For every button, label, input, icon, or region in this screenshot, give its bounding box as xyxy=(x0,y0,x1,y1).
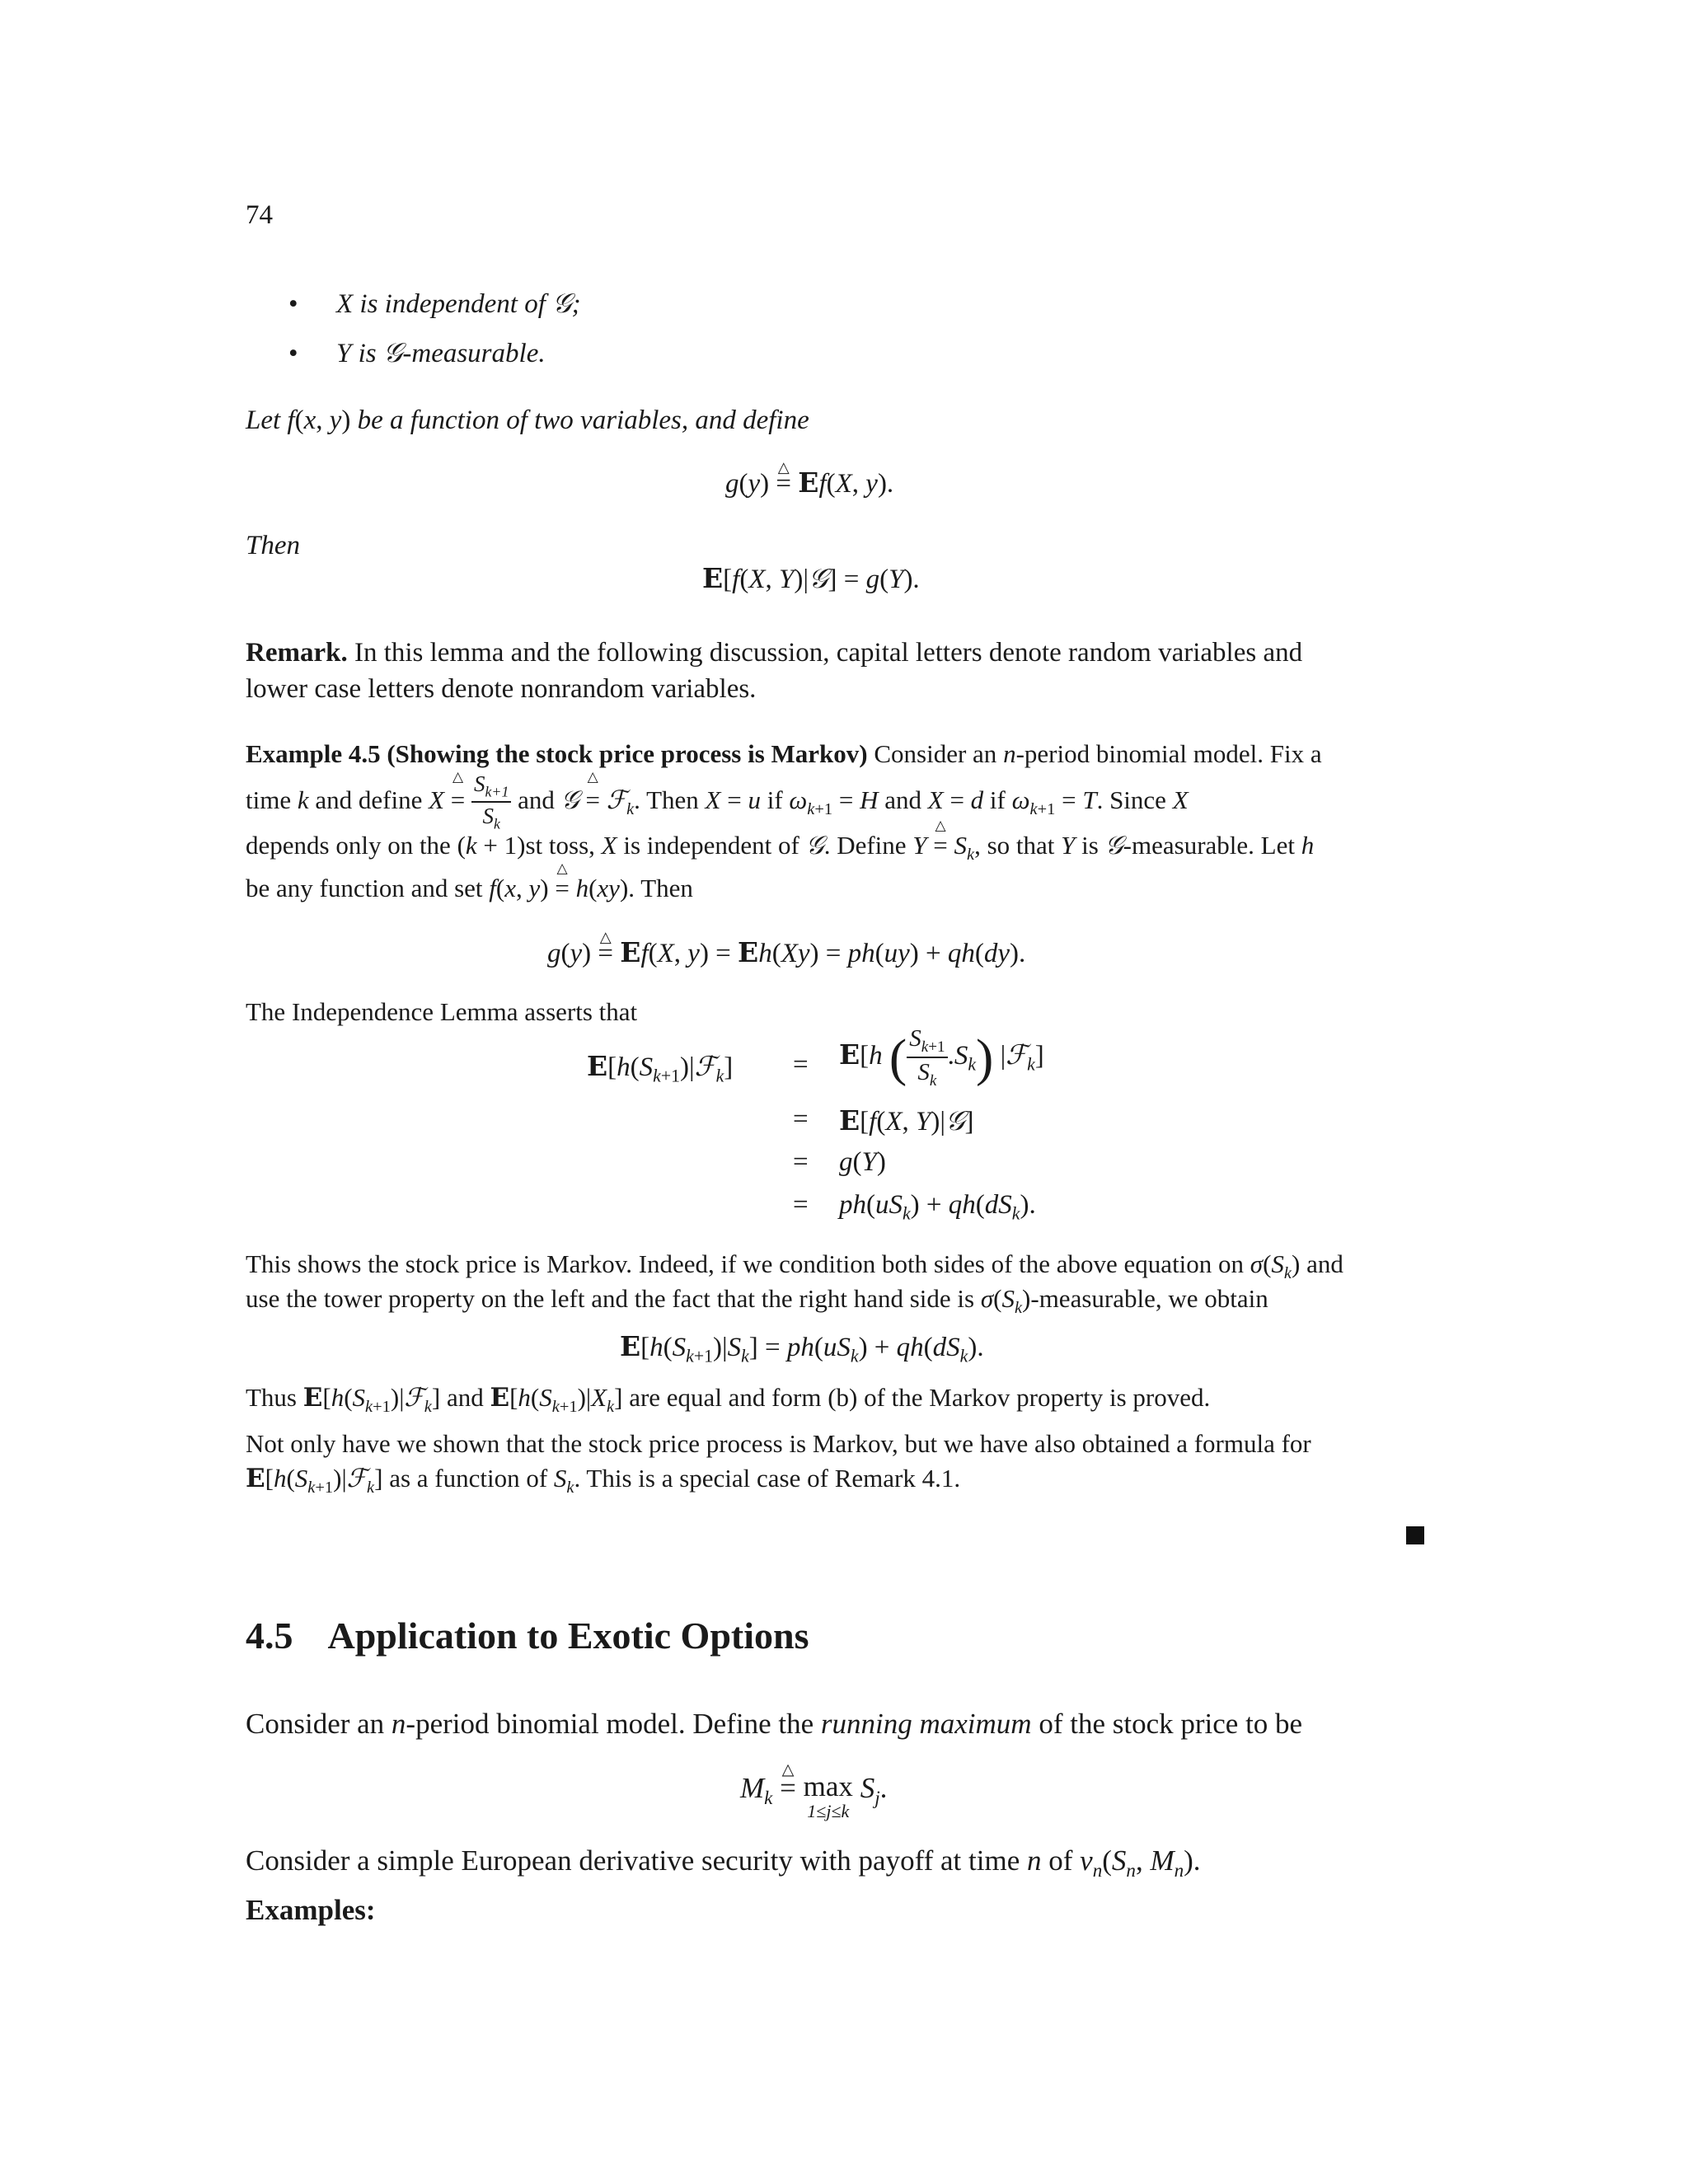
examples-label: Examples: xyxy=(246,1894,376,1926)
example-line-3: depends only on the (k + 1)st toss, X is independent of 𝒢. Define Y △ = $S_k$, so that Y is 𝒢-measurable. Let h xyxy=(246,827,1428,873)
derivation-rhs-1: E[h ( $\frac{S_{k+1}}{S_k}$ $.S_k$) |ℱ$_k$] xyxy=(839,1025,1044,1090)
equation-markov-conditional: $E[h(S_{k+1})|S_k] = ph(uS_k) + qh(dS_k)$. xyxy=(620,1330,984,1366)
exotic-paragraph-2: Consider a simple European derivative security with payoff at time n of $v_n(S_n$, $M_n$). xyxy=(246,1844,1201,1881)
example-label: Example 4.5 (Showing the stock price process is Markov) xyxy=(246,739,868,768)
lemma-statement-define: Let f(x, y) be a function of two variables, and define xyxy=(246,405,809,435)
derivation-eq-1: = xyxy=(793,1050,809,1080)
remark-label: Remark. xyxy=(246,638,348,668)
section-heading xyxy=(246,1614,809,1657)
remark-line-1: Remark. In this lemma and the following discussion, capital letters denote random variables and xyxy=(246,638,1303,668)
example-line-2: time k and define X △ = $\frac{S_{k+1}}{S_k}$ and 𝒢 △ = ℱ$_k$. Then X = u if $\omega_{k+1} = H$ and X = d if $\omega_{k+1} = T$. Since X xyxy=(246,773,1428,832)
example-line-1: Example 4.5 (Showing the stock price process is Markov) Consider an n-period binomial model. Fix a xyxy=(246,739,1322,768)
derivation-rhs-2: E[f(X, Y)|𝒢] xyxy=(839,1104,974,1137)
lemma-condition-independent: • X is independent of 𝒢; xyxy=(288,285,1471,322)
section-number: 4.5 xyxy=(246,1615,293,1657)
lemma-condition-measurable: • Y is 𝒢-measurable. xyxy=(288,335,1471,372)
derivation-eq-3: = xyxy=(793,1147,809,1177)
bullet-icon: • xyxy=(288,339,298,368)
qed-square-icon xyxy=(1406,1526,1424,1544)
equation-g-definition: g(y) △ = Ef(X, y). xyxy=(725,466,893,499)
section-title: Application to Exotic Options xyxy=(327,1615,809,1657)
equation-example-g: g(y) △ = Ef(X, y) = Eh(Xy) = ph(uy) + qh(dy). xyxy=(547,936,1025,969)
page-number: 74 xyxy=(246,200,273,230)
derivation-eq-4: = xyxy=(793,1190,809,1220)
example-line-4: be any function and set f(x, y) △ = h(xy). Then xyxy=(246,870,1428,907)
example-shows-line-1: This shows the stock price is Markov. Indeed, if we condition both sides of the above equation on $\sigma(S_k)$ and xyxy=(246,1249,1343,1283)
derivation-lhs: $E[h(S_{k+1})|ℱ_k]$ xyxy=(587,1050,734,1086)
derivation-rhs-4: $ph(uS_k) + qh(dS_k)$. xyxy=(839,1190,1036,1224)
example-notonly-line-2: $E[h(S_{k+1})|ℱ_k]$ as a function of $S_k$. This is a special case of Remark 4.1. xyxy=(246,1464,961,1497)
bullet-icon: • xyxy=(288,289,298,319)
derivation-rhs-3: g(Y) xyxy=(839,1147,886,1177)
equation-running-maximum: $M_k$ △ = max 1≤j≤k $S_j$. xyxy=(740,1772,887,1821)
derivation-eq-2: = xyxy=(793,1104,809,1134)
remark-line-2: lower case letters denote nonrandom variables. xyxy=(246,674,757,704)
example-notonly-line-1: Not only have we shown that the stock price process is Markov, but we have also obtained a formula for xyxy=(246,1429,1311,1458)
example-shows-line-2: use the tower property on the left and the fact that the right hand side is $\sigma(S_k)$-measurable, we obtain xyxy=(246,1284,1268,1318)
lemma-then: Then xyxy=(246,531,300,560)
equation-lemma-conclusion: E[f(X, Y)|𝒢] = g(Y). xyxy=(702,562,920,594)
exotic-paragraph-1: Consider an n-period binomial model. Define the running maximum of the stock price to be xyxy=(246,1708,1303,1740)
example-lemma-asserts: The Independence Lemma asserts that xyxy=(246,997,638,1026)
example-thus-line: Thus $E[h(S_{k+1})|ℱ_k]$ and $E[h(S_{k+1})|X_k]$ are equal and form (b) of the Markov property is proved. xyxy=(246,1383,1211,1417)
